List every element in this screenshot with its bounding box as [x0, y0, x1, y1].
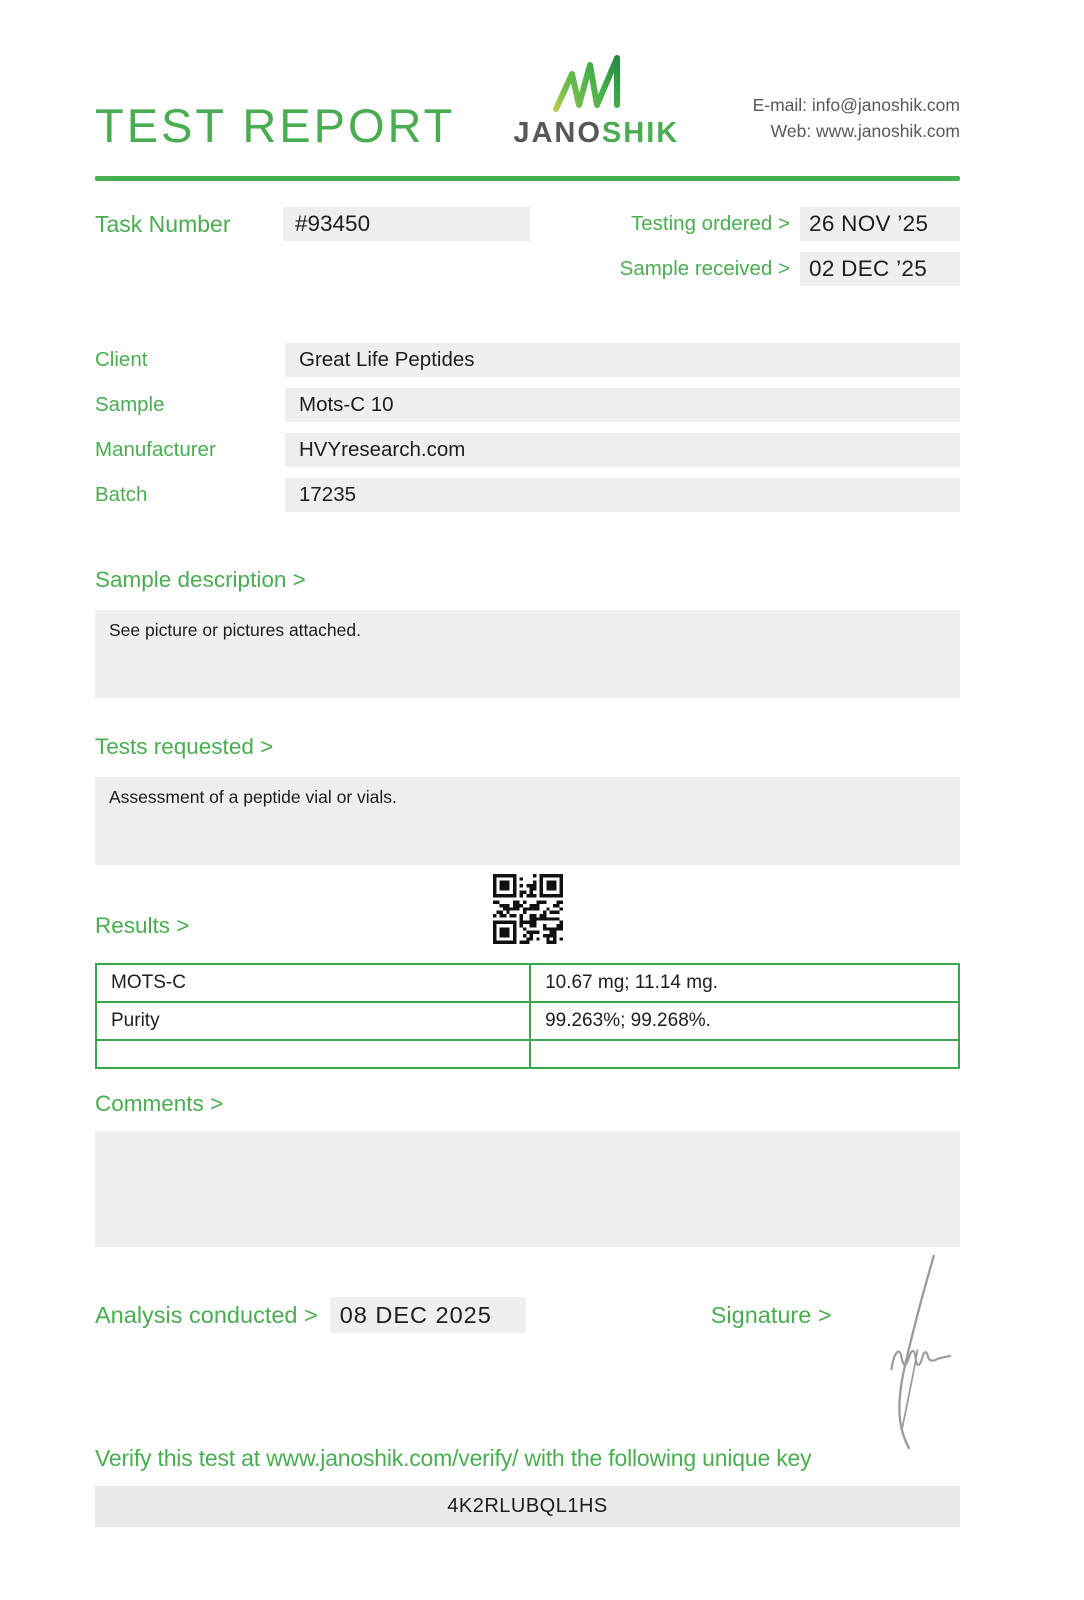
sample-label: Sample	[95, 393, 165, 416]
logo-wordmark	[513, 117, 679, 150]
signature-image	[857, 1247, 953, 1455]
verify-instruction: Verify this test at www.janoshik.com/verify/ with the following unique key	[95, 1445, 812, 1471]
task-number-value: #93450	[283, 207, 530, 241]
sample-value: Mots-C 10	[285, 388, 960, 422]
detail-row-batch	[95, 478, 960, 512]
tests-requested-section	[95, 734, 960, 865]
logo-text-gray: JANO	[513, 117, 602, 149]
header-divider	[95, 176, 960, 181]
manufacturer-label: Manufacturer	[95, 438, 216, 461]
dates-block	[592, 207, 960, 286]
result-value: 99.263%; 99.268%.	[530, 1002, 959, 1040]
detail-row-sample	[95, 388, 960, 422]
result-name: Purity	[96, 1002, 530, 1040]
task-number-row	[95, 207, 530, 241]
contact-block	[753, 93, 960, 150]
testing-ordered-value: 26 NOV ’25	[800, 207, 960, 241]
comments-section	[95, 1091, 960, 1247]
result-value	[530, 1040, 959, 1068]
qr-code	[493, 874, 563, 944]
results-header	[95, 865, 960, 963]
contact-email: E-mail: info@janoshik.com	[752, 95, 960, 116]
chart-growth-icon	[547, 53, 645, 115]
sample-received-value: 02 DEC ’25	[800, 252, 960, 286]
analysis-date-value: 08 DEC 2025	[330, 1297, 526, 1333]
testing-ordered-label: Testing ordered >	[631, 212, 790, 235]
verify-key: 4K2RLUBQL1HS	[95, 1486, 960, 1527]
task-section	[95, 207, 960, 286]
sample-description-text: See picture or pictures attached.	[95, 610, 960, 698]
comments-heading: Comments >	[95, 1091, 224, 1116]
result-name: MOTS-C	[96, 964, 530, 1002]
comments-text	[95, 1131, 960, 1247]
client-value: Great Life Peptides	[285, 343, 960, 377]
contact-web: Web: www.janoshik.com	[770, 120, 960, 141]
sample-received-row	[592, 252, 960, 286]
manufacturer-value: HVYresearch.com	[285, 433, 960, 467]
detail-row-client	[95, 343, 960, 377]
batch-label: Batch	[95, 483, 148, 506]
janoshik-logo	[513, 53, 679, 150]
testing-ordered-row	[592, 207, 960, 241]
analysis-signature-row	[95, 1297, 960, 1333]
page-title: TEST REPORT	[95, 98, 456, 152]
results-table	[95, 963, 960, 1069]
batch-value: 17235	[285, 478, 960, 512]
table-row	[96, 964, 959, 1002]
sample-description-heading: Sample description >	[95, 567, 306, 592]
table-row-empty	[96, 1040, 959, 1068]
result-name	[96, 1040, 530, 1068]
analysis-conducted-label: Analysis conducted >	[95, 1301, 318, 1328]
details-section	[95, 343, 960, 512]
logo-text-green: SHIK	[601, 117, 680, 149]
detail-row-manufacturer	[95, 433, 960, 467]
results-heading: Results >	[95, 913, 190, 938]
sample-received-label: Sample received >	[619, 257, 790, 280]
client-label: Client	[95, 348, 148, 371]
table-row	[96, 1002, 959, 1040]
tests-requested-text: Assessment of a peptide vial or vials.	[95, 777, 960, 865]
tests-requested-heading: Tests requested >	[95, 734, 274, 759]
signature-label: Signature >	[710, 1301, 832, 1328]
sample-description-section	[95, 567, 960, 698]
task-number-label: Task Number	[95, 210, 231, 237]
result-value: 10.67 mg; 11.14 mg.	[530, 964, 959, 1002]
report-header	[95, 45, 960, 150]
